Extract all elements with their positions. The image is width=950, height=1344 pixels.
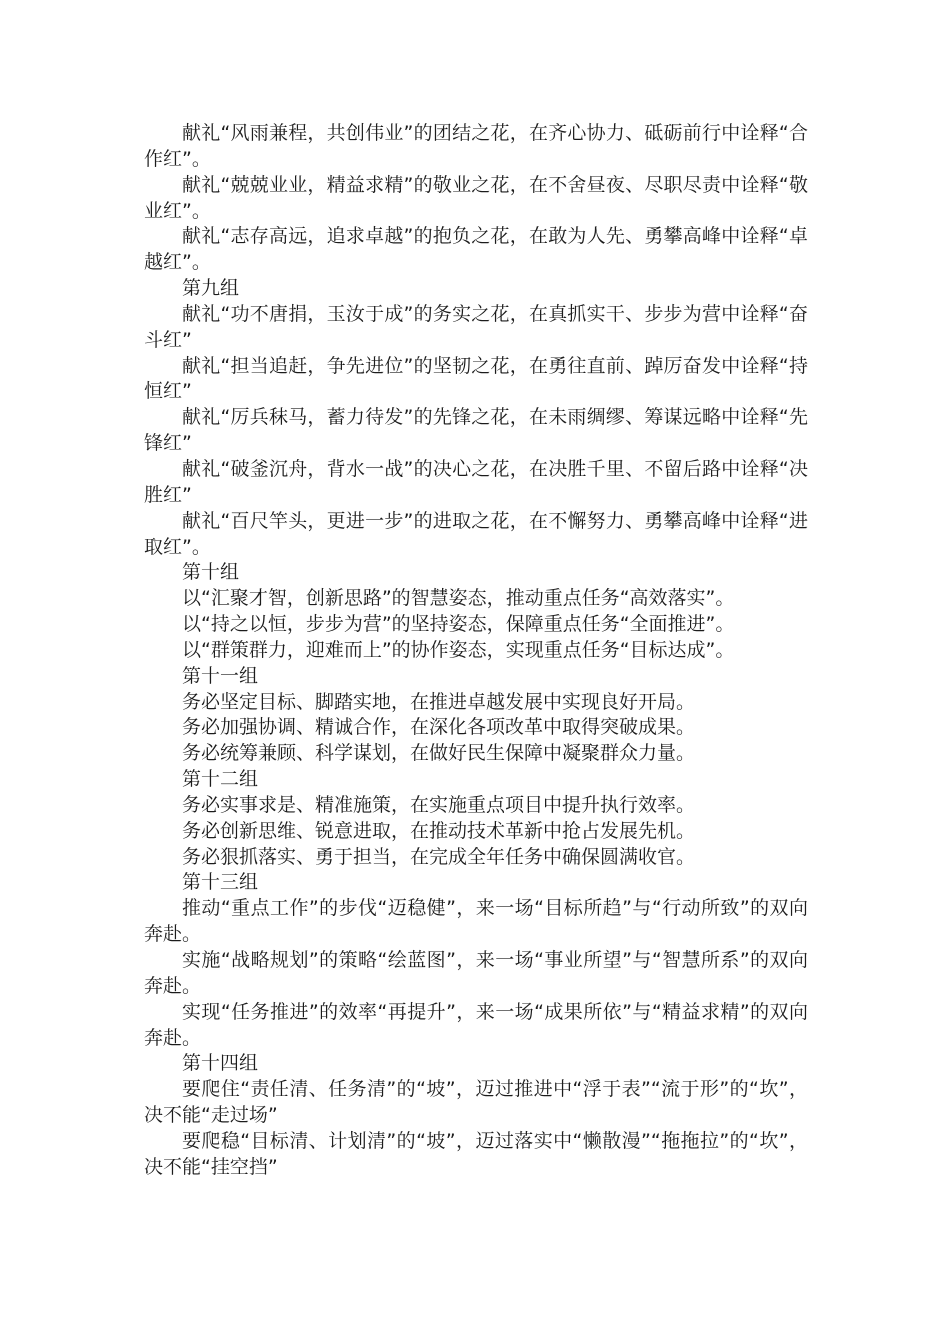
document-body: [144, 121, 808, 1181]
paragraph: 务必创新思维、锐意进取，在推动技术革新中抢占发展先机。: [182, 819, 696, 842]
paragraph: 献礼“破釜沉舟，背水一战”的决心之花，在决胜千里、不留后路中诠释“决胜红”: [144, 457, 808, 506]
group-heading: 第十一组: [182, 664, 259, 687]
group-heading: 第九组: [182, 277, 240, 300]
paragraph: 务必狠抓落实、勇于担当，在完成全年任务中确保圆满收官。: [182, 845, 696, 868]
paragraph: 献礼“厉兵秣马，蓄力待发”的先锋之花，在未雨绸缪、筹谋远略中诠释“先锋红”: [144, 406, 808, 455]
paragraph: 献礼“风雨兼程，共创伟业”的团结之花，在齐心协力、砥砺前行中诠释“合作红”。: [144, 122, 808, 170]
paragraph: 献礼“志存高远，追求卓越”的抱负之花，在敢为人先、勇攀高峰中诠释“卓越红”。: [144, 225, 808, 274]
paragraph: 务必坚定目标、脚踏实地，在推进卓越发展中实现良好开局。: [182, 690, 696, 713]
paragraph: 献礼“担当追赶，争先进位”的坚韧之花，在勇往直前、踔厉奋发中诠释“持恒红”: [144, 354, 808, 403]
paragraph: 务必加强协调、精诚合作，在深化各项改革中取得突破成果。: [182, 716, 696, 739]
paragraph: 献礼“百尺竿头，更进一步”的进取之花，在不懈努力、勇攀高峰中诠释“进取红”。: [144, 509, 808, 558]
paragraph: 务必统筹兼顾、科学谋划，在做好民生保障中凝聚群众力量。: [182, 742, 696, 765]
paragraph: 献礼“兢兢业业，精益求精”的敬业之花，在不舍昼夜、尽职尽责中诠释“敬业红”。: [144, 173, 808, 222]
paragraph: 要爬稳“目标清、计划清”的“坡”，迈过落实中“懒散漫”“拖拖拉”的“坎”，决不能“挂空挡”: [144, 1129, 808, 1178]
paragraph: 献礼“功不唐捐，玉汝于成”的务实之花，在真抓实干、步步为营中诠释“奋斗红”: [144, 302, 808, 351]
paragraph: 实现“任务推进”的效率“再提升”，来一场“成果所依”与“精益求精”的双向奔赴。: [144, 1000, 808, 1049]
group-heading: 第十四组: [182, 1052, 259, 1075]
paragraph: 以“汇聚才智，创新思路”的智慧姿态，推动重点任务“高效落实”。: [182, 587, 735, 610]
group-heading: 第十三组: [182, 871, 259, 894]
paragraph: 以“持之以恒，步步为营”的坚持姿态，保障重点任务“全面推进”。: [182, 613, 735, 636]
paragraph: 务必实事求是、精准施策，在实施重点项目中提升执行效率。: [182, 793, 696, 816]
paragraph: 要爬住“责任清、任务清”的“坡”，迈过推进中“浮于表”“流于形”的“坎”，决不能“走过场”: [144, 1078, 808, 1127]
paragraph: 以“群策群力，迎难而上”的协作姿态，实现重点任务“目标达成”。: [182, 638, 735, 661]
group-heading: 第十二组: [182, 768, 259, 791]
paragraph: 实施“战略规划”的策略“绘蓝图”，来一场“事业所望”与“智慧所系”的双向奔赴。: [144, 949, 808, 997]
paragraph: 推动“重点工作”的步伐“迈稳健”，来一场“目标所趋”与“行动所致”的双向奔赴。: [144, 897, 808, 946]
group-heading: 第十组: [182, 561, 240, 584]
